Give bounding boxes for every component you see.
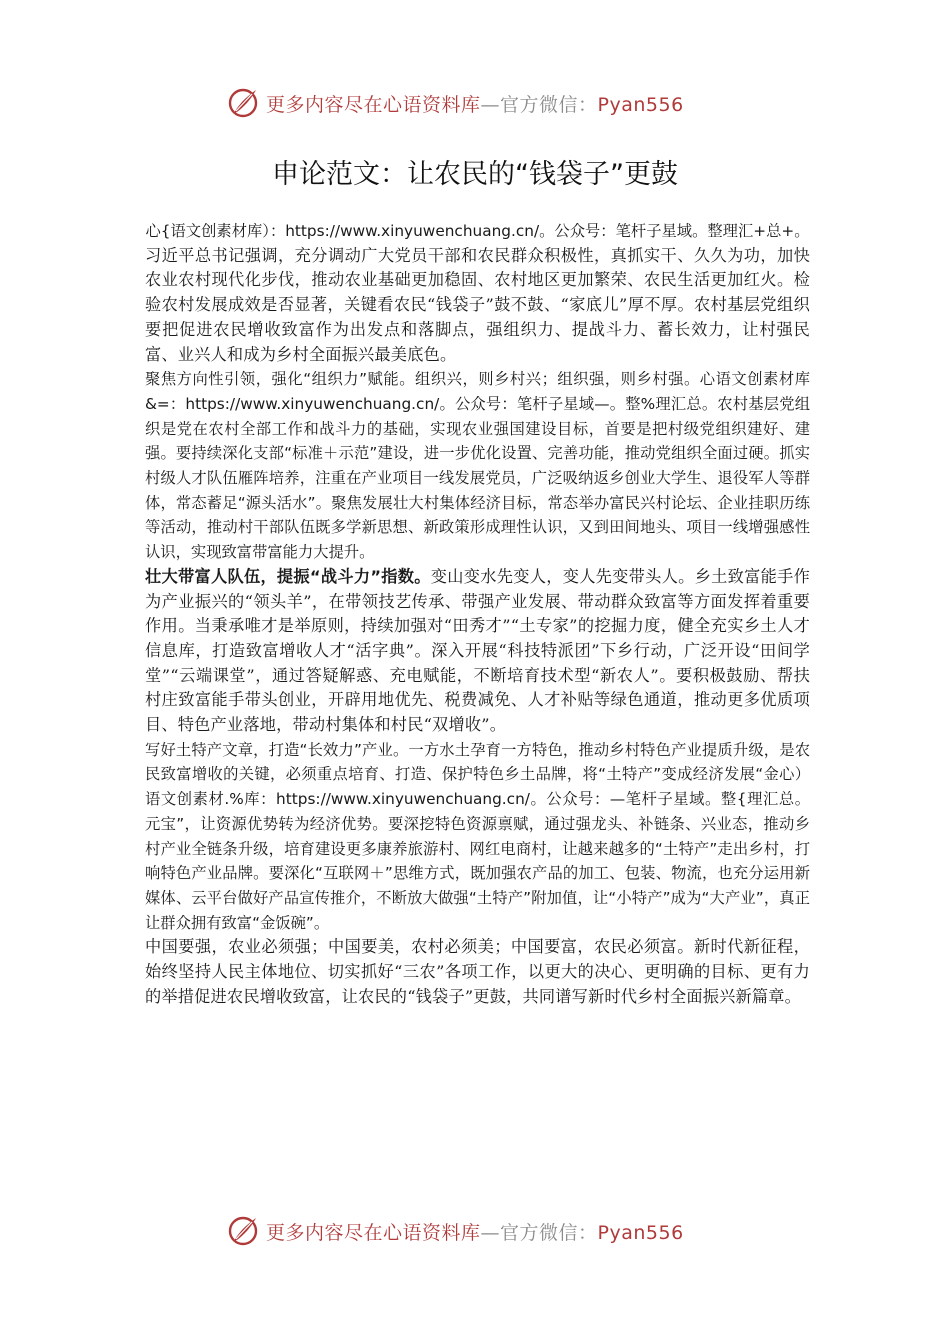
conclusion-paragraph: 中国要强，农业必须强；中国要美，农村必须美；中国要富，农民必须富。新时代新征程，始终坚持人民主体地位、切实抓好“三农”各项工作，以更大的决心、更明确的目标、更有力的举措促进农民增收致富，让农民的“钱袋子”更鼓，共同谱写新时代乡村全面振兴新篇章。 bbox=[145, 937, 810, 1006]
quill-logo-icon bbox=[226, 1214, 260, 1248]
banner-dash: — bbox=[480, 93, 501, 116]
banner-main-text: 更多内容尽在心语资料库 bbox=[266, 1221, 481, 1244]
watermark-paragraph: 心{语文创素材库）：https://www.xinyuwenchuang.cn/。公众号：笔杆子星域。整理汇+总+。 bbox=[145, 222, 810, 240]
section-heading-leaders: 壮大带富人队伍，提振“战斗力”指数。 bbox=[145, 566, 431, 586]
section-paragraph-organization: 聚焦方向性引领，强化“组织力”赋能。组织兴，则乡村兴；组织强，则乡村强。心语文创素材库&=：https://www.xinyuwenchuang.cn/。公众号：笔杆子星域—。整%理汇总。农村基层党组织是党在农村全部工作和战斗力的基础，实现农业强国建设目标，首要是把村级党组织建好、建强。要持续深化支部“标准＋示范”建设，进一步优化设置、完善功能，推动党组织全面过硬。抓实村级人才队伍雁阵培养，注重在产业项目一线发展党员，广泛吸纳返乡创业大学生、退役军人等群体，常态蓄足“源头活水”。聚焦发展壮大村集体经济目标，常态举办富民兴村论坛、企业挂职历练等活动，推动村干部队伍既多学新思想、新政策形成理性认识，又到田间地头、项目一线增强感性认识，实现致富带富能力大提升。 bbox=[145, 370, 810, 562]
banner-text bbox=[266, 90, 684, 117]
article-body bbox=[145, 219, 810, 1010]
section-paragraph-leaders bbox=[145, 565, 810, 738]
banner-label: 官方微信： bbox=[500, 1221, 598, 1244]
banner-dash: — bbox=[480, 1221, 501, 1244]
section-paragraph-specialty: 写好土特产文章，打造“长效力”产业。一方水土孕育一方特色，推动乡村特色产业提质升级，是农民致富增收的关键，必须重点培育、打造、保护特色乡土品牌，将“土特产”变成经济发展“金心）语文创素材.%库：https://www.xinyuwenchuang.cn/。公众号：—笔杆子星域。整{理汇总。元宝”，让资源优势转为经济优势。要深挖特色资源禀赋，通过强龙头、补链条、兴业态，推动乡村产业全链条升级，培育建设更多康养旅游村、网红电商村，让越来越多的“土特产”走出乡村，打响特色产业品牌。要深化“互联网＋”思维方式，既加强农产品的加工、包装、物流，也充分运用新媒体、云平台做好产品宣传推介，不断放大做强“土特产”附加值，让“小特产”成为“大产业”，真正让群众拥有致富“金饭碗”。 bbox=[145, 740, 810, 932]
banner-wechat-id: Pyan556 bbox=[597, 1221, 684, 1244]
section-text-leaders: 变山变水先变人，变人先变带头人。乡土致富能手作为产业振兴的“领头羊”，在带领技艺传承、带强产业发展、带动群众致富等方面发挥着重要作用。当秉承唯才是举原则，持续加强对“田秀才”“土专家”的挖掘力度，健全充实乡土人才信息库，打造致富增收人才“活字典”。深入开展“科技特派团”下乡行动，广泛开设“田间学堂”“云端课堂”，通过答疑解惑、充电赋能，不断培育技术型“新农人”。要积极鼓励、帮扶村庄致富能手带头创业，开辟用地优先、税费减免、人才补贴等绿色通道，推动更多优质项目、特色产业落地，带动村集体和村民“双增收”。 bbox=[145, 566, 810, 735]
banner-text bbox=[266, 1218, 684, 1245]
intro-paragraph: 习近平总书记强调，充分调动广大党员干部和农民群众积极性，真抓实干、久久为功，加快农业农村现代化步伐，推动农业基础更加稳固、农村地区更加繁荣、农民生活更加红火。检验农村发展成效是否显著，关键看农民“钱袋子”鼓不鼓、“家底儿”厚不厚。农村基层党组织要把促进农民增收致富作为出发点和落脚点，强组织力、提战斗力、蓄长效力，让村强民富、业兴人和成为乡村全面振兴最美底色。 bbox=[145, 245, 810, 364]
quill-logo-icon bbox=[226, 86, 260, 120]
banner-main-text: 更多内容尽在心语资料库 bbox=[266, 93, 481, 116]
banner-wechat-id: Pyan556 bbox=[597, 93, 684, 116]
banner-label: 官方微信： bbox=[500, 93, 598, 116]
footer-banner bbox=[226, 1211, 746, 1251]
header-banner bbox=[226, 83, 746, 123]
page-title: 申论范文：让农民的“钱袋子”更鼓 bbox=[272, 159, 678, 190]
